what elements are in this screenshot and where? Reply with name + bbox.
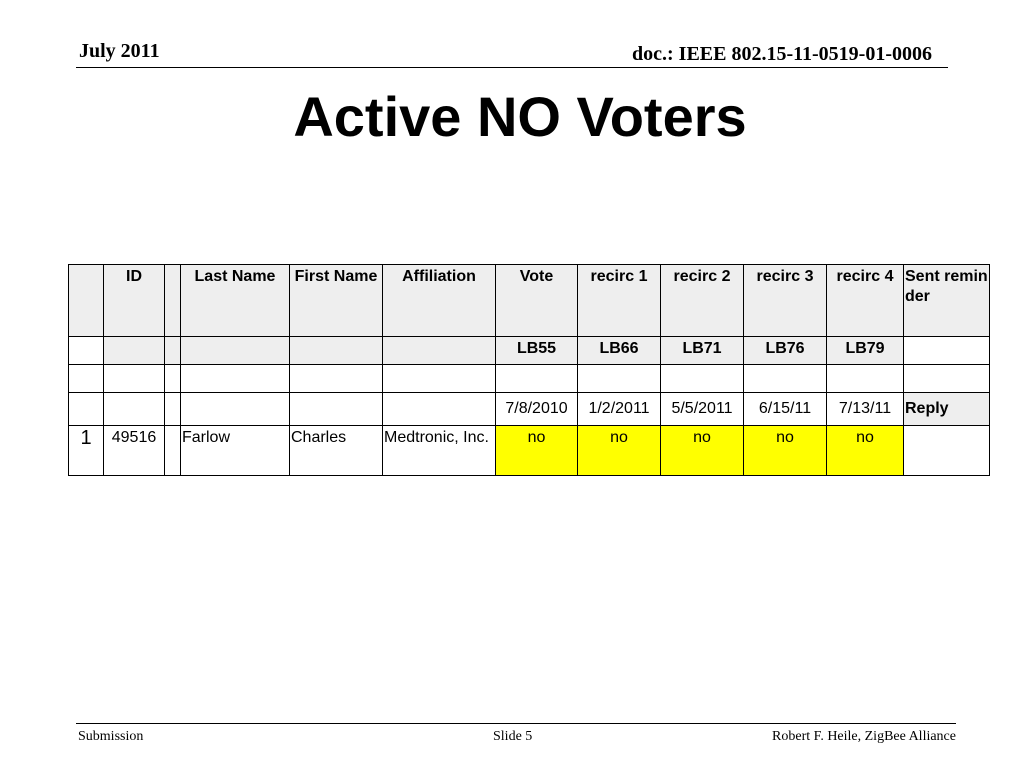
ballot-cell: LB66 — [578, 337, 661, 365]
header-doc-id: doc.: IEEE 802.15-11-0519-01-0006 — [632, 43, 932, 65]
header-cell-recirc-1: recirc 1 — [578, 265, 661, 337]
table-cell — [904, 365, 990, 393]
table-cell — [165, 426, 181, 476]
ballot-cell: LB79 — [827, 337, 904, 365]
date-cell: 7/13/11 — [827, 393, 904, 426]
table-cell — [290, 393, 383, 426]
header-rule — [76, 67, 948, 68]
table-cell — [69, 337, 104, 365]
table-cell — [290, 365, 383, 393]
header-cell-vote: Vote — [496, 265, 578, 337]
table-cell — [496, 365, 578, 393]
recirc-2-cell: no — [661, 426, 744, 476]
header-cell-last-name: Last Name — [181, 265, 290, 337]
header-cell-recirc-2: recirc 2 — [661, 265, 744, 337]
dates-row — [69, 393, 990, 426]
date-cell: 1/2/2011 — [578, 393, 661, 426]
table-cell — [661, 365, 744, 393]
table-cell — [181, 365, 290, 393]
ballot-cell: LB76 — [744, 337, 827, 365]
footer-author: Robert F. Heile, ZigBee Alliance — [772, 729, 956, 744]
footer-submission: Submission — [78, 729, 144, 744]
ballot-cell: LB55 — [496, 337, 578, 365]
table-cell — [104, 365, 165, 393]
header-date: July 2011 — [79, 40, 160, 62]
table-cell — [904, 337, 990, 365]
recirc-1-cell: no — [578, 426, 661, 476]
ballot-row — [69, 337, 990, 365]
table-cell — [383, 337, 496, 365]
spacer-row — [69, 365, 990, 393]
vote-cell: no — [496, 426, 578, 476]
table-cell — [104, 393, 165, 426]
table-cell — [744, 365, 827, 393]
header-cell-sent-reminder: Sent reminder — [904, 265, 990, 337]
voter-affiliation: Medtronic, Inc. — [383, 426, 496, 476]
table-cell — [181, 337, 290, 365]
table-cell — [165, 393, 181, 426]
table-header-row — [69, 265, 990, 337]
slide-title: Active NO Voters — [293, 85, 747, 148]
date-cell: 7/8/2010 — [496, 393, 578, 426]
header-cell-num — [69, 265, 104, 337]
header-cell-blank — [165, 265, 181, 337]
table-cell — [578, 365, 661, 393]
table-cell — [290, 337, 383, 365]
table-cell — [69, 393, 104, 426]
table-cell — [827, 365, 904, 393]
table-cell — [383, 365, 496, 393]
footer-slide-number: Slide 5 — [493, 729, 533, 744]
voter-first-name: Charles — [290, 426, 383, 476]
table-cell — [104, 337, 165, 365]
table-row — [69, 426, 990, 476]
recirc-3-cell: no — [744, 426, 827, 476]
header-cell-first-name: First Name — [290, 265, 383, 337]
footer-rule — [76, 723, 956, 724]
ballot-cell: LB71 — [661, 337, 744, 365]
recirc-4-cell: no — [827, 426, 904, 476]
table-cell — [383, 393, 496, 426]
voters-table — [68, 264, 990, 476]
table-cell — [181, 393, 290, 426]
reply-cell: Reply — [904, 393, 990, 426]
voter-last-name: Farlow — [181, 426, 290, 476]
table-cell — [165, 337, 181, 365]
date-cell: 6/15/11 — [744, 393, 827, 426]
table-cell — [69, 365, 104, 393]
sent-reminder-cell — [904, 426, 990, 476]
date-cell: 5/5/2011 — [661, 393, 744, 426]
voter-id: 49516 — [104, 426, 165, 476]
header-cell-recirc-4: recirc 4 — [827, 265, 904, 337]
table-cell — [165, 365, 181, 393]
header-cell-id: ID — [104, 265, 165, 337]
row-number: 1 — [69, 426, 104, 476]
header-cell-recirc-3: recirc 3 — [744, 265, 827, 337]
header-cell-affiliation: Affiliation — [383, 265, 496, 337]
